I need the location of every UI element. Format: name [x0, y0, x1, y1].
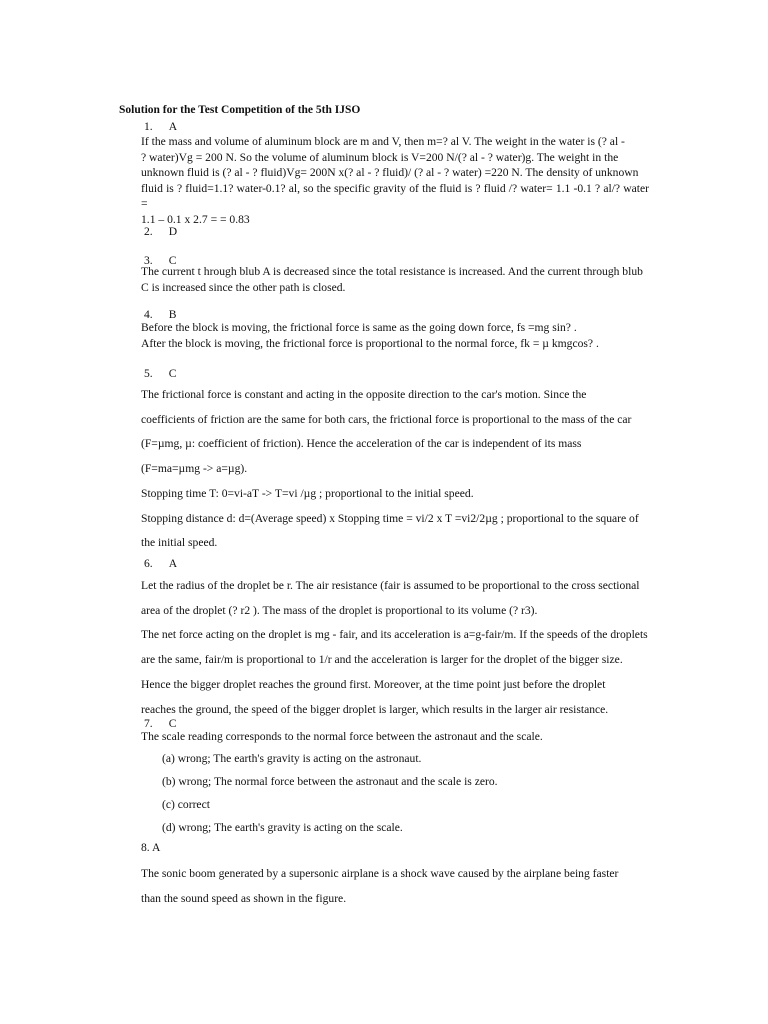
q7-number: 7.	[144, 717, 153, 730]
q3-line: The current t hrough blub A is decreased since the total resistance is increased. And the current through blub	[141, 265, 643, 278]
q6-solution	[141, 574, 649, 722]
q1-number: 1.	[144, 120, 153, 133]
q3-line: C is increased since the other path is closed.	[141, 280, 346, 294]
page-title	[119, 103, 360, 119]
q5-solution	[141, 383, 649, 556]
q7-option: (d) wrong; The earth's gravity is acting on the scale.	[162, 821, 403, 834]
q5-header	[144, 366, 176, 382]
q3-number: 3.	[144, 254, 153, 267]
q4-line: After the block is moving, the frictional force is proportional to the normal force, fk = µ kmgcos? .	[141, 336, 599, 350]
q7-option: (a) wrong; The earth's gravity is acting on the astronaut.	[162, 752, 422, 765]
q6-line: are the same, fair/m is proportional to 1/r and the acceleration is larger for the droplet of the bigger size.	[141, 653, 623, 667]
q4-number: 4.	[144, 308, 153, 321]
q6-number: 6.	[144, 557, 153, 570]
q6-line: Hence the bigger droplet reaches the ground first. Moreover, at the time point just before the droplet	[141, 677, 606, 691]
q2-answer: D	[168, 225, 178, 238]
q6-line: Let the radius of the droplet be r. The air resistance (fair is assumed to be proportional to the cross sectional	[141, 579, 640, 592]
q6-header	[144, 556, 177, 572]
q3-solution	[141, 264, 649, 295]
q7-intro-text: The scale reading corresponds to the normal force between the astronaut and the scale.	[141, 730, 543, 743]
q2-header	[144, 224, 177, 240]
q7-option: (c) correct	[162, 798, 210, 811]
q5-line: Stopping distance d: d=(Average speed) x Stopping time = vi/2 x T =vi2/2µg ; proportional to the square of	[141, 511, 639, 525]
q1-header	[144, 119, 177, 135]
q5-line: The frictional force is constant and acting in the opposite direction to the car's motion. Since the	[141, 388, 587, 401]
q8-line: The sonic boom generated by a supersonic airplane is a shock wave caused by the airplane being faster	[141, 867, 619, 880]
q4-answer: B	[168, 308, 177, 321]
q6-answer: A	[168, 557, 178, 570]
q5-answer: C	[168, 367, 177, 380]
q7-answer: C	[168, 717, 177, 730]
q8-header	[141, 840, 160, 856]
q6-line: reaches the ground, the speed of the bigger droplet is larger, which results in the larger air resistance.	[141, 702, 609, 716]
q5-number: 5.	[144, 367, 153, 380]
q3-answer: C	[168, 254, 177, 267]
q4-solution	[141, 320, 649, 351]
q5-line: (F=ma=µmg -> a=µg).	[141, 462, 248, 476]
q6-line: The net force acting on the droplet is mg - fair, and its acceleration is a=g-fair/m. If the speeds of the droplets	[141, 628, 648, 642]
q1-line: 1.1 – 0.1 x 2.7 = = 0.83	[141, 212, 250, 226]
q5-line: coefficients of friction are the same for both cars, the frictional force is proportional to the mass of the car	[141, 412, 632, 426]
q6-line: area of the droplet (? r2 ). The mass of the droplet is proportional to its volume (? r3).	[141, 603, 538, 617]
q1-solution	[141, 134, 649, 227]
q1-line: If the mass and volume of aluminum block are m and V, then m=? al V. The weight in the water is (? al -	[141, 135, 625, 148]
q1-answer: A	[168, 120, 178, 133]
q1-line: fluid is ? fluid=1.1? water-0.1? al, so the specific gravity of the fluid is ? fluid /? water= 1.1 -0.1 ? al/? water =	[141, 181, 649, 210]
q5-line: (F=µmg, µ: coefficient of friction). Hence the acceleration of the car is independent of its mass	[141, 437, 582, 451]
q8-answer: A	[151, 841, 161, 854]
q2-number: 2.	[144, 225, 153, 238]
q5-line: Stopping time T: 0=vi-aT -> T=vi /µg ; proportional to the initial speed.	[141, 486, 474, 500]
q7-intro	[141, 729, 649, 745]
q1-line: unknown fluid is (? al - ? fluid)Vg= 200N x(? al - ? fluid)/ (? al - ? water) =220 N. The density of unknown	[141, 166, 639, 179]
page-title-text: Solution for the Test Competition of the 5th IJSO	[119, 104, 361, 116]
q5-line: the initial speed.	[141, 536, 218, 550]
q4-line: Before the block is moving, the frictional force is same as the going down force, fs =mg sin? .	[141, 321, 577, 334]
q1-line: ? water)Vg = 200 N. So the volume of aluminum block is V=200 N/(? al - ? water)g. The weight in the	[141, 150, 619, 164]
q7-option: (b) wrong; The normal force between the astronaut and the scale is zero.	[162, 775, 498, 788]
q8-number: 8.	[141, 841, 150, 854]
q8-solution	[141, 862, 649, 911]
q8-line: than the sound speed as shown in the figure.	[141, 891, 347, 905]
